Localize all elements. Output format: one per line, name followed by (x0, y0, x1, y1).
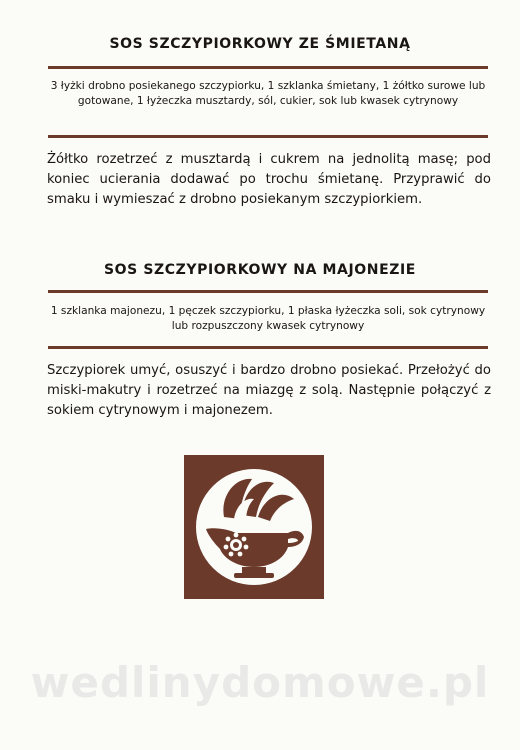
recipe1-title: SOS SZCZYPIORKOWY ZE ŚMIETANĄ (109, 36, 411, 52)
recipe1-instructions: Żółtko rozetrzeć z musztardą i cukrem na jednolitą masę; pod koniec ucierania dodawać po trochu śmietanę. Przyprawić do smaku i wymieszać z drobno posiekanym szczypiorkiem. (47, 152, 491, 207)
watermark-text: wedlinydomowe.pl (30, 658, 490, 707)
recipe2-bottom-rule (48, 346, 488, 349)
recipe2-title: SOS SZCZYPIORKOWY NA MAJONEZIE (104, 262, 416, 278)
recipe2-top-rule (48, 290, 488, 293)
recipe1-bottom-rule (48, 135, 488, 138)
recipe2-instructions: Szczypiorek umyć, osuszyć i bardzo drobno posiekać. Przełożyć do miski-makutry i rozetrzeć na miazgę z solą. Następnie połączyć z sokiem cytrynowym i majonezem. (47, 363, 491, 418)
recipe1-top-rule (48, 66, 488, 69)
sauce-boat-illustration-icon (184, 455, 324, 599)
recipe2-ingredients: 1 szklanka majonezu, 1 pęczek szczypiorku, 1 płaska łyżeczka soli, sok cytrynowy lub rozpuszczony kwasek cytrynowy (50, 305, 486, 332)
recipe1-ingredients: 3 łyżki drobno posiekanego szczypiorku, 1 szklanka śmietany, 1 żółtko surowe lub gotowane, 1 łyżeczka musztardy, sól, cukier, sok lub kwasek cytrynowy (50, 80, 486, 107)
